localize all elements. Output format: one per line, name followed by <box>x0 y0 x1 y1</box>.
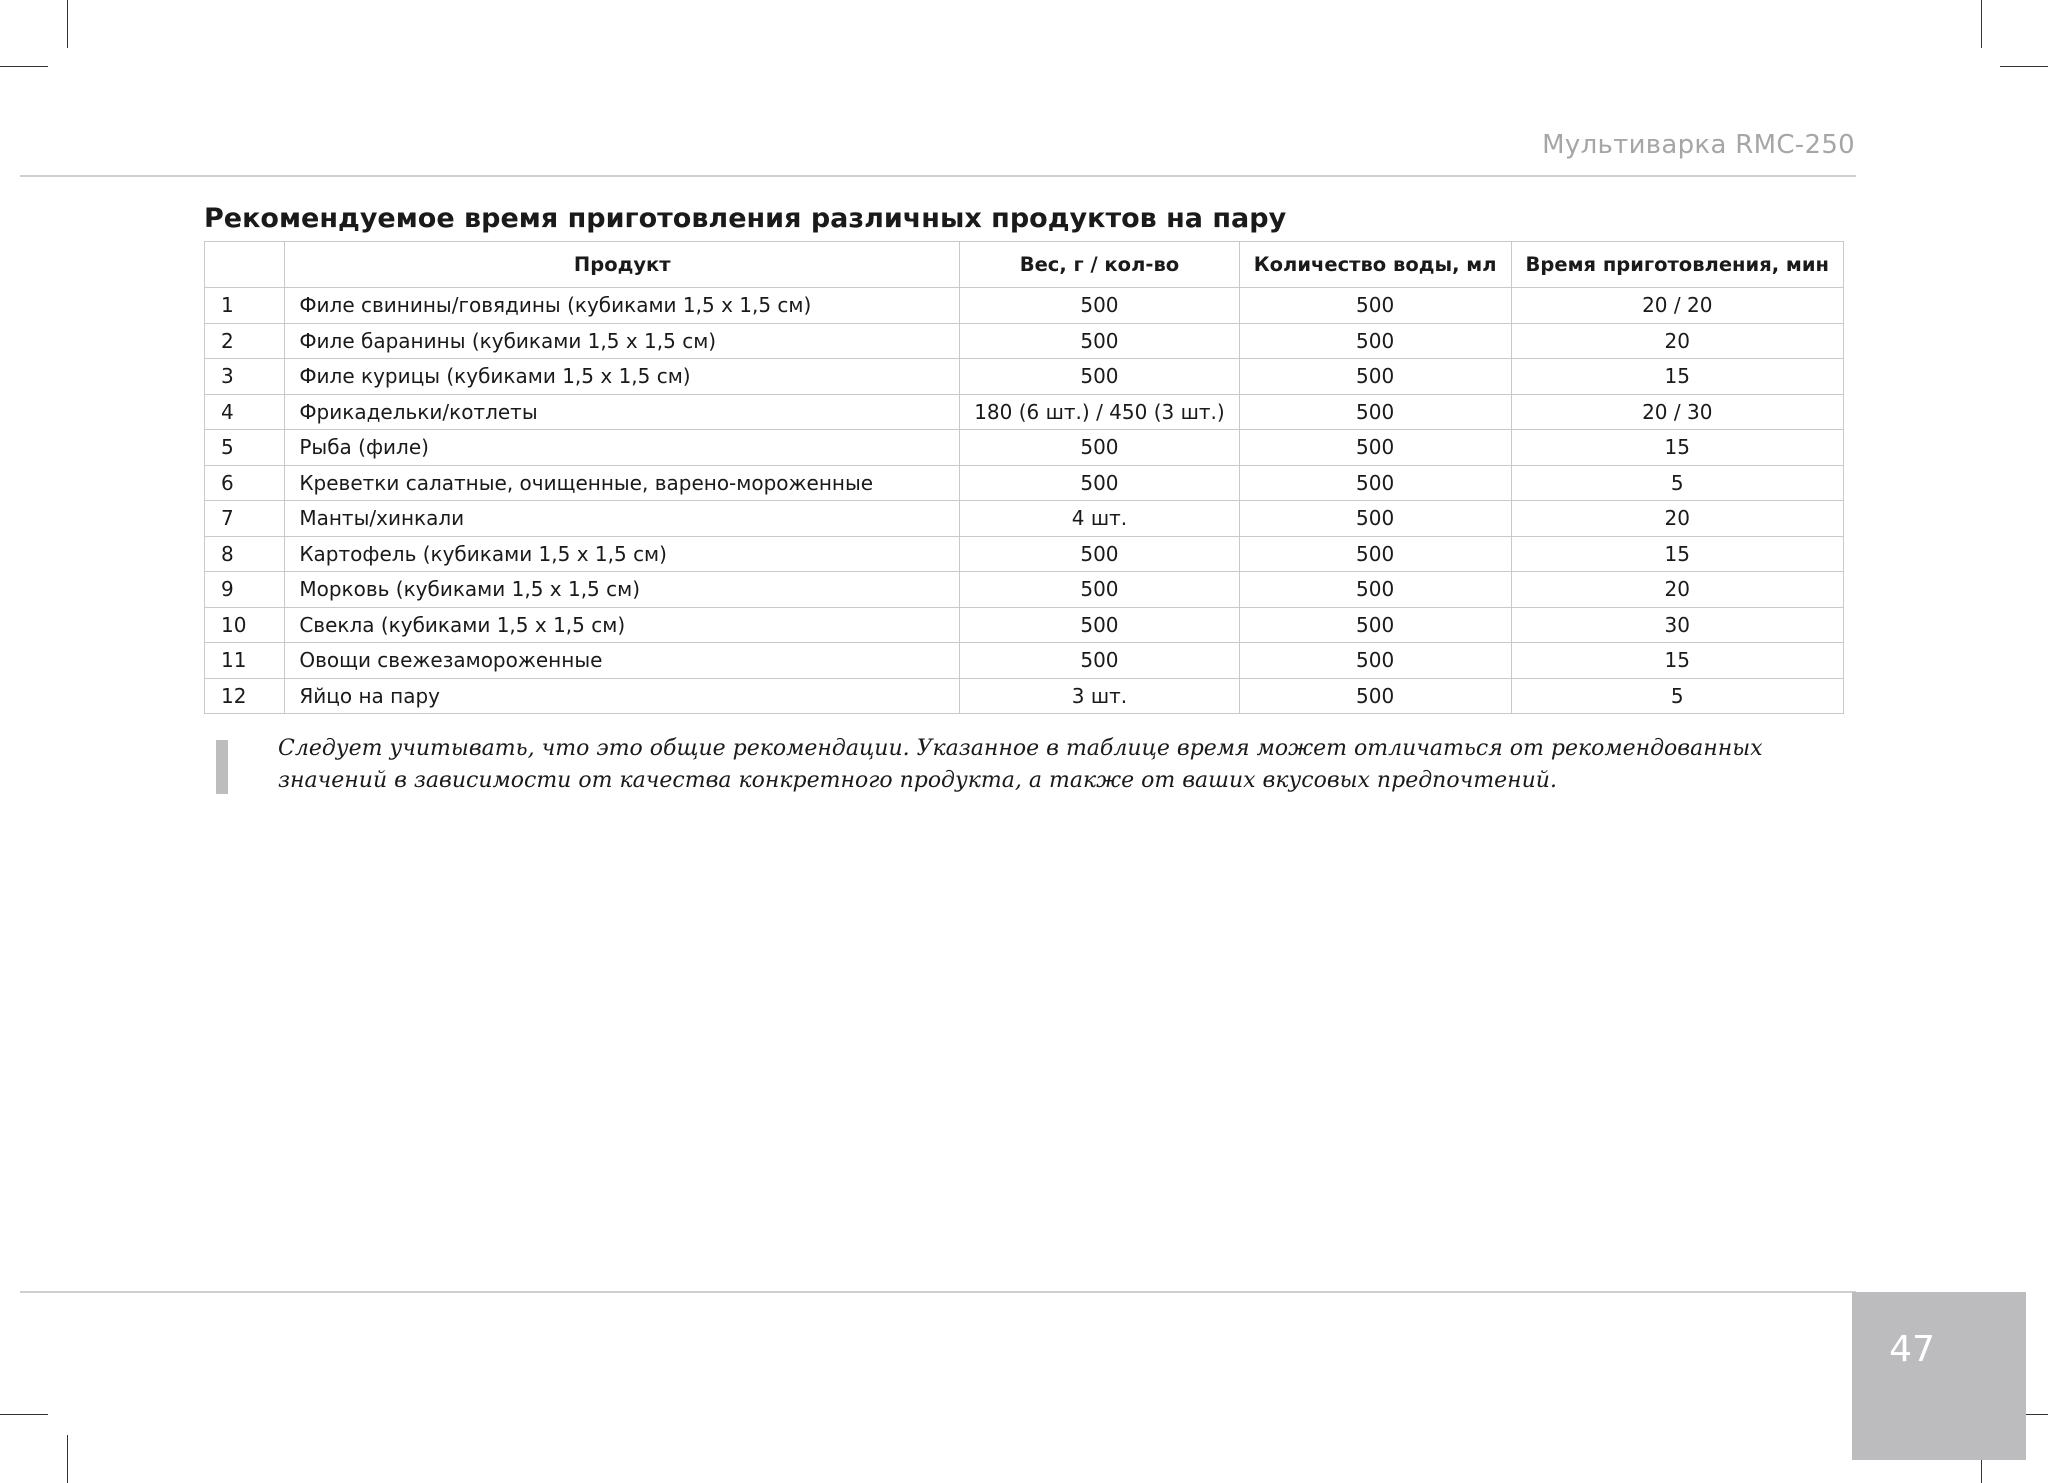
column-header-water: Количество воды, мл <box>1239 242 1511 288</box>
column-header-product: Продукт <box>285 242 960 288</box>
product-name: Фрикадельки/котлеты <box>285 394 960 430</box>
row-number: 3 <box>205 359 285 395</box>
product-name: Рыба (филе) <box>285 430 960 466</box>
running-header: Мультиварка RMC-250 <box>1542 130 1855 160</box>
footer-rule <box>20 1291 1856 1293</box>
product-name: Яйцо на пару <box>285 678 960 714</box>
weight-value: 500 <box>960 288 1240 324</box>
row-number: 10 <box>205 607 285 643</box>
crop-mark <box>1981 0 1982 48</box>
row-number: 1 <box>205 288 285 324</box>
weight-value: 500 <box>960 607 1240 643</box>
note-text: Следует учитывать, что это общие рекомендации. Указанное в таблице время может отличаться от рекомендованных значений в зависимости от качества конкретного продукта, а также от ваших вкусовых предпочтений. <box>278 736 1763 793</box>
row-number: 2 <box>205 323 285 359</box>
table-row <box>205 394 1844 430</box>
column-header-time: Время приготовления, мин <box>1511 242 1843 288</box>
water-value: 500 <box>1239 323 1511 359</box>
table-row <box>205 536 1844 572</box>
weight-value: 500 <box>960 643 1240 679</box>
table-row <box>205 607 1844 643</box>
table-row <box>205 643 1844 679</box>
product-name: Овощи свежезамороженные <box>285 643 960 679</box>
time-value: 20 / 20 <box>1511 288 1843 324</box>
weight-value: 4 шт. <box>960 501 1240 537</box>
table-row <box>205 323 1844 359</box>
steaming-time-table <box>204 241 1844 714</box>
table-row <box>205 572 1844 608</box>
time-value: 30 <box>1511 607 1843 643</box>
weight-value: 500 <box>960 572 1240 608</box>
table-row <box>205 465 1844 501</box>
product-name: Морковь (кубиками 1,5 х 1,5 см) <box>285 572 960 608</box>
row-number: 9 <box>205 572 285 608</box>
time-value: 5 <box>1511 465 1843 501</box>
time-value: 15 <box>1511 430 1843 466</box>
row-number: 4 <box>205 394 285 430</box>
product-name: Филе свинины/говядины (кубиками 1,5 х 1,5 см) <box>285 288 960 324</box>
water-value: 500 <box>1239 536 1511 572</box>
table-row <box>205 288 1844 324</box>
crop-mark <box>2000 66 2048 67</box>
time-value: 20 / 30 <box>1511 394 1843 430</box>
crop-mark <box>0 1414 48 1415</box>
water-value: 500 <box>1239 678 1511 714</box>
weight-value: 500 <box>960 430 1240 466</box>
time-value: 20 <box>1511 572 1843 608</box>
water-value: 500 <box>1239 359 1511 395</box>
time-value: 5 <box>1511 678 1843 714</box>
crop-mark <box>0 66 48 67</box>
product-name: Филе баранины (кубиками 1,5 х 1,5 см) <box>285 323 960 359</box>
section-title: Рекомендуемое время приготовления различных продуктов на пару <box>204 203 1287 234</box>
water-value: 500 <box>1239 465 1511 501</box>
row-number: 12 <box>205 678 285 714</box>
weight-value: 500 <box>960 359 1240 395</box>
crop-mark <box>67 0 68 48</box>
product-name: Манты/хинкали <box>285 501 960 537</box>
row-number: 5 <box>205 430 285 466</box>
table-row <box>205 359 1844 395</box>
table-row <box>205 430 1844 466</box>
time-value: 15 <box>1511 643 1843 679</box>
header-rule <box>20 175 1856 177</box>
product-name: Филе курицы (кубиками 1,5 х 1,5 см) <box>285 359 960 395</box>
water-value: 500 <box>1239 501 1511 537</box>
water-value: 500 <box>1239 430 1511 466</box>
row-number: 6 <box>205 465 285 501</box>
time-value: 20 <box>1511 501 1843 537</box>
weight-value: 500 <box>960 465 1240 501</box>
product-name: Картофель (кубиками 1,5 х 1,5 см) <box>285 536 960 572</box>
water-value: 500 <box>1239 572 1511 608</box>
product-name: Креветки салатные, очищенные, варено-мороженные <box>285 465 960 501</box>
water-value: 500 <box>1239 607 1511 643</box>
water-value: 500 <box>1239 394 1511 430</box>
page-number: 47 <box>1889 1329 1935 1370</box>
time-value: 15 <box>1511 536 1843 572</box>
column-header-number <box>205 242 285 288</box>
note-marker-bar <box>216 740 228 794</box>
time-value: 20 <box>1511 323 1843 359</box>
table-header-row <box>205 242 1844 288</box>
water-value: 500 <box>1239 643 1511 679</box>
table-row <box>205 678 1844 714</box>
weight-value: 180 (6 шт.) / 450 (3 шт.) <box>960 394 1240 430</box>
water-value: 500 <box>1239 288 1511 324</box>
weight-value: 500 <box>960 536 1240 572</box>
row-number: 11 <box>205 643 285 679</box>
row-number: 7 <box>205 501 285 537</box>
row-number: 8 <box>205 536 285 572</box>
product-name: Свекла (кубиками 1,5 х 1,5 см) <box>285 607 960 643</box>
crop-mark <box>67 1435 68 1483</box>
table-row <box>205 501 1844 537</box>
weight-value: 500 <box>960 323 1240 359</box>
column-header-weight: Вес, г / кол-во <box>960 242 1240 288</box>
page-number-box <box>1852 1292 2026 1460</box>
weight-value: 3 шт. <box>960 678 1240 714</box>
time-value: 15 <box>1511 359 1843 395</box>
